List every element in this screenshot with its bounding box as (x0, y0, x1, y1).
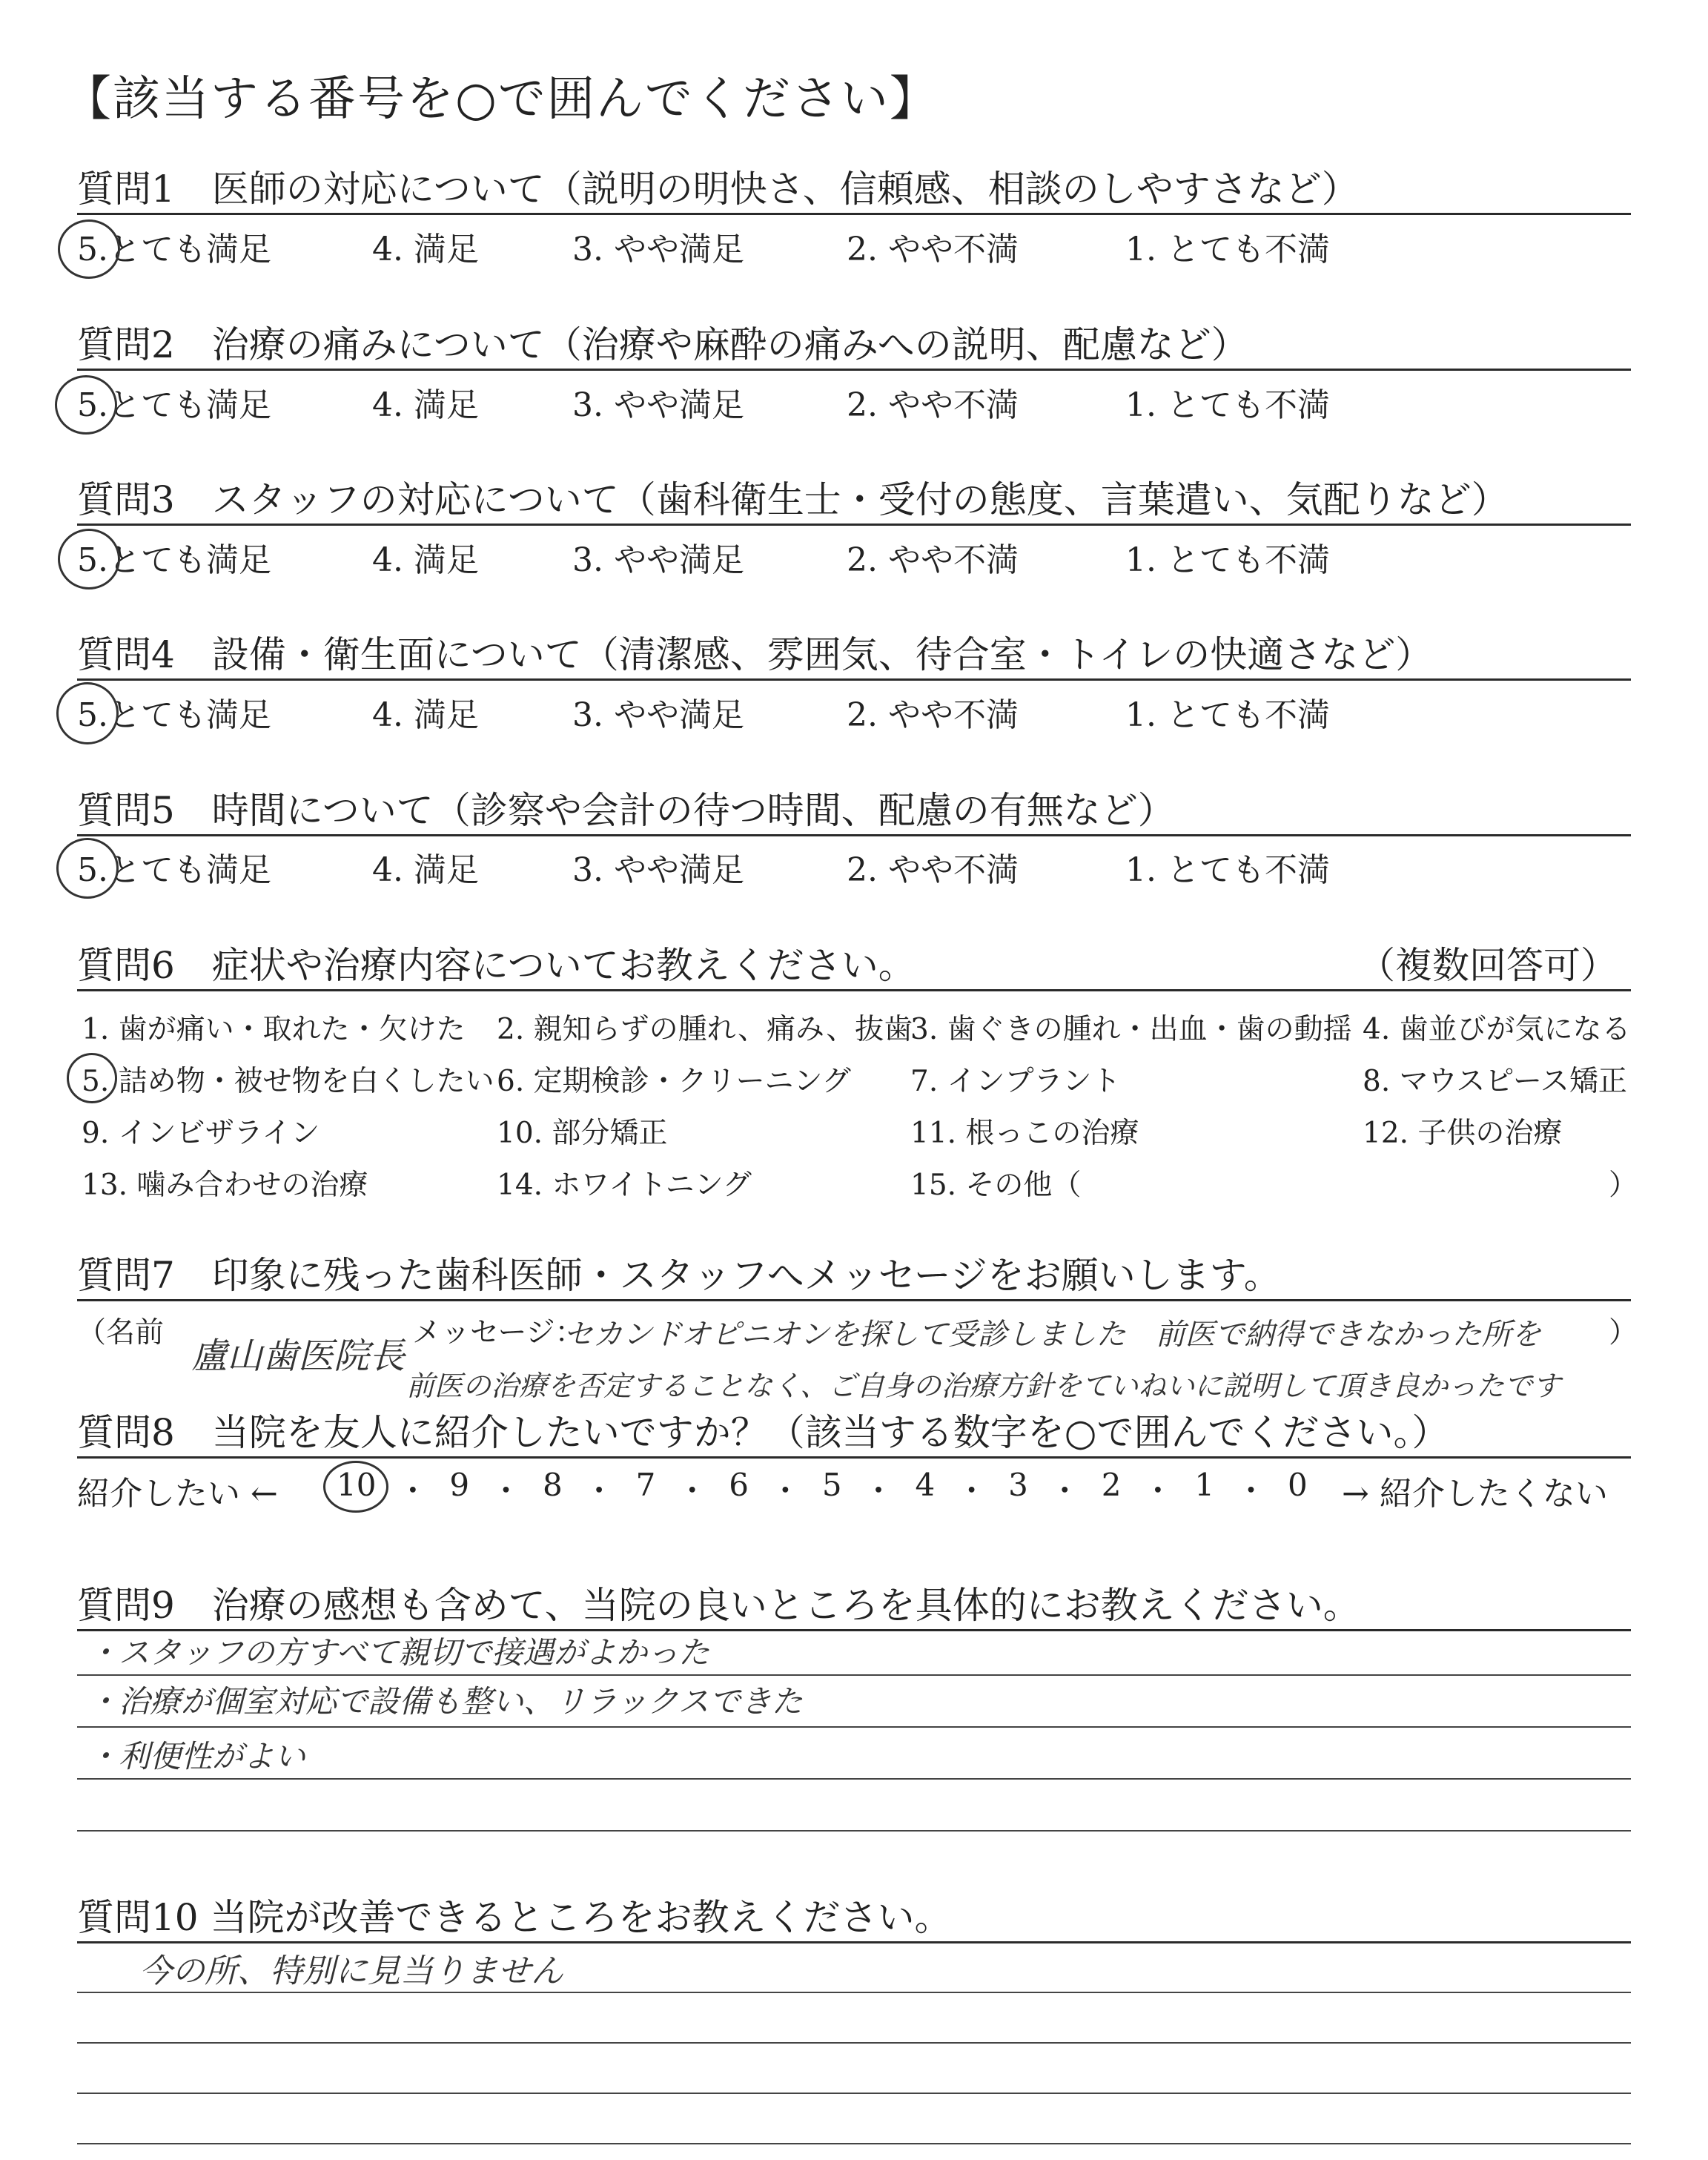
q6-option[interactable]: 9. インビザライン (82, 1117, 320, 1150)
divider (77, 213, 1631, 215)
scale-value[interactable]: 2 (1101, 1467, 1122, 1503)
scale-dot: ・ (583, 1473, 615, 1509)
q6-option[interactable]: 7. インプラント (910, 1065, 1121, 1098)
option-4[interactable]: 4. 満足 (372, 851, 479, 889)
staff-name: 盧山歯医院長 (191, 1335, 406, 1377)
ruled-line (77, 2143, 1631, 2144)
q6-option[interactable]: 10. 部分矯正 (497, 1117, 668, 1150)
scale-dot: ・ (397, 1473, 428, 1509)
scale-value[interactable]: 5 (821, 1467, 842, 1503)
option-5[interactable]: 5.とても満足 (77, 696, 271, 734)
option-2[interactable]: 2. やや不満 (847, 696, 1019, 734)
answer-line: 今の所、特別に見当りません (139, 1952, 563, 1990)
answer-line: ・スタッフの方すべて親切で接遇がよかった (87, 1634, 710, 1671)
question-title: 質問1 医師の対応について（説明の明快さ、信頼感、相談のしやすさなど） (77, 168, 1359, 211)
option-1[interactable]: 1. とても不満 (1125, 851, 1330, 889)
scale-dot: ・ (1235, 1473, 1267, 1509)
scale-value[interactable]: 6 (729, 1467, 749, 1503)
answer-line: ・治療が個室対応で設備も整い、リラックスできた (87, 1683, 803, 1720)
scale-dot: ・ (490, 1473, 522, 1509)
scale-dot: ・ (676, 1473, 708, 1509)
divider (77, 834, 1631, 836)
option-2[interactable]: 2. やや不満 (847, 231, 1019, 268)
option-2[interactable]: 2. やや不満 (847, 541, 1019, 579)
question-title: 質問2 治療の痛みについて（治療や麻酔の痛みへの説明、配慮など） (77, 323, 1248, 366)
option-4[interactable]: 4. 満足 (372, 386, 479, 424)
option-1[interactable]: 1. とても不満 (1125, 541, 1330, 579)
message-label: メッセージ： (412, 1316, 584, 1350)
q6-option[interactable]: 4. 歯並びが気になる (1363, 1013, 1631, 1046)
option-1[interactable]: 1. とても不満 (1125, 231, 1330, 268)
divider (77, 678, 1631, 681)
q6-option[interactable]: 2. 親知らずの腫れ、痛み、抜歯 (497, 1013, 913, 1046)
option-3[interactable]: 3. やや満足 (572, 851, 744, 889)
question-title: 質問4 設備・衛生面について（清潔感、雰囲気、待合室・トイレの快適さなど） (77, 633, 1433, 676)
q6-option[interactable]: 3. 歯ぐきの腫れ・出血・歯の動揺 (910, 1013, 1352, 1046)
option-4[interactable]: 4. 満足 (372, 231, 479, 268)
divider (77, 989, 1631, 991)
name-label: （名前 (77, 1316, 165, 1350)
divider (77, 1456, 1631, 1459)
scale-value[interactable]: 8 (542, 1467, 563, 1503)
scale-value[interactable]: 9 (449, 1467, 470, 1503)
page-header: 【該当する番号を○で囲んでください】 (64, 72, 939, 127)
q6-option[interactable]: 5. 詰め物・被せ物を白くしたい (82, 1065, 494, 1098)
option-3[interactable]: 3. やや満足 (572, 231, 744, 268)
option-1[interactable]: 1. とても不満 (1125, 386, 1330, 424)
answer-line: ・利便性がよい (87, 1738, 306, 1774)
q6-other-close: ） (1609, 1169, 1638, 1202)
ruled-line (77, 1830, 1631, 1832)
selection-circle (67, 1053, 117, 1103)
q6-option[interactable]: 15. その他（ (910, 1169, 1082, 1202)
divider (77, 369, 1631, 371)
scale-dot: ・ (956, 1473, 987, 1509)
ruled-line (77, 1674, 1631, 1676)
selection-circle (58, 529, 120, 589)
option-5[interactable]: 5.とても満足 (77, 231, 271, 268)
q6-option[interactable]: 8. マウスピース矯正 (1363, 1065, 1627, 1098)
multiple-answer-note: （複数回答可） (1358, 944, 1618, 987)
selection-circle (323, 1461, 388, 1513)
option-2[interactable]: 2. やや不満 (847, 386, 1019, 424)
divider (77, 524, 1631, 526)
ruled-line (77, 1992, 1631, 1993)
scale-value[interactable]: 7 (635, 1467, 656, 1503)
ruled-line (77, 2042, 1631, 2044)
scale-left-label: 紹介したい ← (77, 1475, 278, 1513)
option-3[interactable]: 3. やや満足 (572, 386, 744, 424)
scale-value[interactable]: 1 (1194, 1467, 1215, 1503)
scale-dot: ・ (1049, 1473, 1081, 1509)
question-title: 質問6 症状や治療内容についてお教えください。 (77, 944, 916, 987)
selection-circle (56, 838, 119, 899)
ruled-line (77, 2093, 1631, 2094)
q6-option[interactable]: 13. 噛み合わせの治療 (82, 1169, 368, 1202)
question-title: 質問9 治療の感想も含めて、当院の良いところを具体的にお教えください。 (77, 1584, 1360, 1627)
message-line-2: 前医の治療を否定することなく、ご自身の治療方針をていねいに説明して頂き良かったです (406, 1370, 1561, 1402)
ruled-line (77, 1726, 1631, 1728)
option-3[interactable]: 3. やや満足 (572, 696, 744, 734)
option-5[interactable]: 5.とても満足 (77, 541, 271, 579)
option-2[interactable]: 2. やや不満 (847, 851, 1019, 889)
option-3[interactable]: 3. やや満足 (572, 541, 744, 579)
selection-circle (55, 375, 117, 435)
q6-option[interactable]: 1. 歯が痛い・取れた・欠けた (82, 1013, 466, 1046)
scale-value[interactable]: 3 (1008, 1467, 1028, 1503)
question-title: 質問3 スタッフの対応について（歯科衛生士・受付の態度、言葉遣い、気配りなど） (77, 478, 1509, 521)
scale-value[interactable]: 10 (337, 1467, 377, 1503)
option-5[interactable]: 5.とても満足 (77, 386, 271, 424)
ruled-line (77, 1778, 1631, 1780)
q6-option[interactable]: 12. 子供の治療 (1363, 1117, 1563, 1150)
scale-value[interactable]: 4 (915, 1467, 936, 1503)
option-5[interactable]: 5.とても満足 (77, 851, 271, 889)
selection-circle (58, 219, 120, 279)
scale-value[interactable]: 0 (1287, 1467, 1308, 1503)
close-paren: ） (1609, 1316, 1638, 1350)
question-title: 質問10 当院が改善できるところをお教えください。 (77, 1896, 952, 1939)
scale-dot: ・ (769, 1473, 801, 1509)
divider (77, 1941, 1631, 1943)
option-4[interactable]: 4. 満足 (372, 541, 479, 579)
option-4[interactable]: 4. 満足 (372, 696, 479, 734)
scale-right-label: → 紹介したくない (1342, 1475, 1608, 1513)
question-title: 質問8 当院を友人に紹介したいですか？（該当する数字を○で囲んでください。） (77, 1411, 1449, 1454)
question-title: 質問5 時間について（診察や会計の待つ時間、配慮の有無など） (77, 789, 1175, 832)
question-title: 質問7 印象に残った歯科医師・スタッフへメッセージをお願いします。 (77, 1254, 1281, 1297)
recommend-scale (337, 1467, 1308, 1511)
divider (77, 1299, 1631, 1301)
q6-option[interactable]: 14. ホワイトニング (497, 1169, 752, 1202)
q6-option[interactable]: 11. 根っこの治療 (910, 1117, 1139, 1150)
scale-dot: ・ (1142, 1473, 1174, 1509)
scale-dot: ・ (863, 1473, 895, 1509)
message-line-1: セカンドオピニオンを探して受診しました 前医で納得できなかった所を (563, 1318, 1541, 1352)
selection-circle (56, 682, 119, 744)
q6-option[interactable]: 6. 定期検診・クリーニング (497, 1065, 851, 1098)
option-1[interactable]: 1. とても不満 (1125, 696, 1330, 734)
